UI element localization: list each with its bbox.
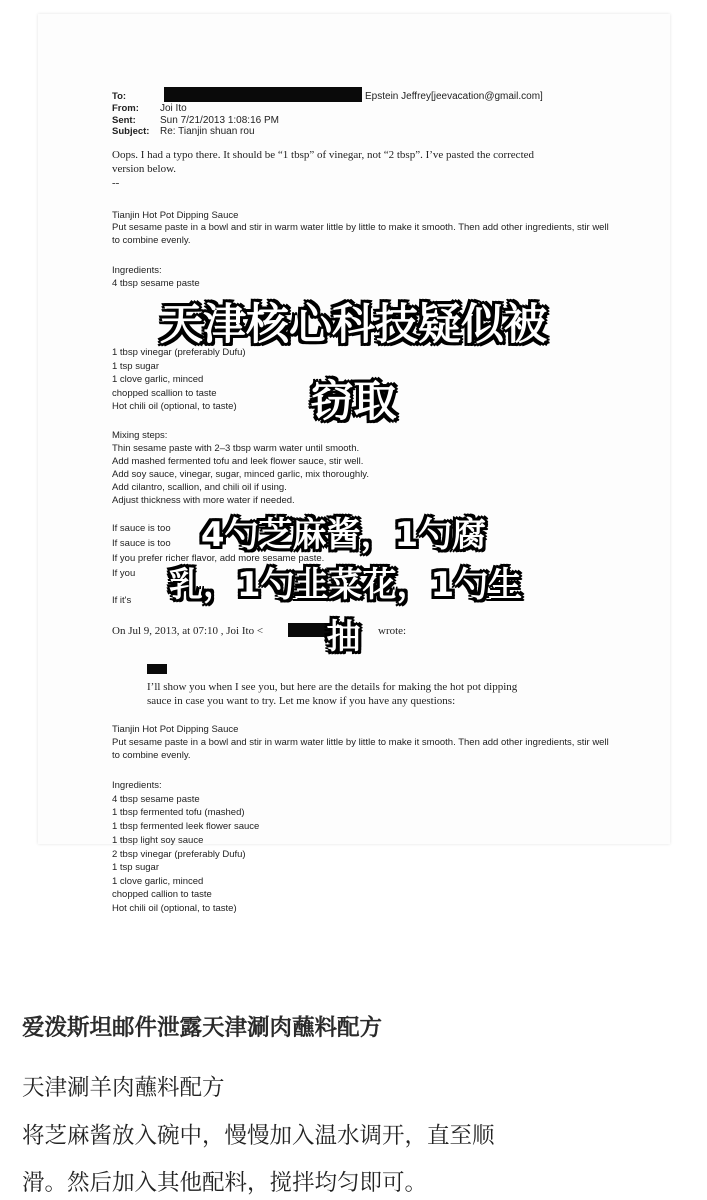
email-line: Adjust thickness with more water if needed.: [112, 495, 295, 506]
email-line: to combine evenly.: [112, 235, 191, 246]
email-line: 1 clove garlic, minced: [112, 876, 204, 887]
email-scan: [38, 14, 670, 844]
email-line: If it's: [112, 595, 132, 606]
overlay-caption-line-1: 4勺芝麻酱，1勺腐: [200, 515, 487, 555]
email-line: 1 tbsp fermented tofu (mashed): [112, 807, 245, 818]
email-header-sent: [112, 115, 279, 126]
email-line: Hot chili oil (optional, to taste): [112, 903, 237, 914]
email-header-to: [112, 91, 160, 102]
header-label: To:: [112, 91, 127, 102]
email-line: If you: [112, 568, 136, 579]
email-line: 1 tbsp vinegar (preferably Dufu): [112, 347, 246, 358]
email-line: 2 tbsp vinegar (preferably Dufu): [112, 849, 246, 860]
email-line: Hot chili oil (optional, to taste): [112, 401, 237, 412]
email-line: wrote:: [378, 625, 407, 637]
email-line: Put sesame paste in a bowl and stir in warm water little by little to make it smooth. Then add other ingredients, stir well: [112, 737, 609, 748]
header-value: Re: Tianjin shuan rou: [160, 126, 255, 137]
email-line: Add cilantro, scallion, and chili oil if using.: [112, 482, 287, 493]
email-line: chopped callion to taste: [112, 889, 212, 900]
header-value: Epstein Jeffrey[jeevacation@gmail.com]: [365, 91, 543, 102]
header-label: From:: [112, 103, 139, 114]
email-line: Mixing steps:: [112, 430, 168, 441]
email-line: If you prefer richer flavor, add more sesame paste.: [112, 553, 325, 564]
email-header-to-value: [365, 91, 543, 102]
email-line: chopped scallion to taste: [112, 388, 217, 399]
email-line: Tianjin Hot Pot Dipping Sauce: [112, 210, 239, 221]
email-line: --: [112, 177, 120, 189]
email-line: sauce in case you want to try. Let me know if you have any questions:: [147, 695, 456, 707]
email-line: Ingredients:: [112, 265, 162, 276]
email-line: I’ll show you when I see you, but here are the details for making the hot pot dipping: [147, 681, 518, 693]
email-line: Add soy sauce, vinegar, sugar, minced garlic, mix thoroughly.: [112, 469, 369, 480]
header-label: Subject:: [112, 126, 150, 137]
email-line: If sauce is too: [112, 538, 171, 549]
post-line: 滑。然后加入其他配料，搅拌均匀即可。: [22, 1170, 428, 1196]
email-line: On Jul 9, 2013, at 07:10 , Joi Ito <: [112, 625, 264, 637]
overlay-headline-line-2: 窃取: [310, 377, 397, 427]
overlay-caption-line-2: 乳，1勺韭菜花，1勺生: [168, 565, 523, 605]
email-line: 1 tsp sugar: [112, 862, 159, 873]
header-value: Joi Ito: [160, 103, 187, 114]
email-line: If sauce is too: [112, 523, 171, 534]
email-line: 1 tbsp light soy sauce: [112, 835, 204, 846]
header-value: Sun 7/21/2013 1:08:16 PM: [160, 115, 279, 126]
post-title: 爱泼斯坦邮件泄露天津涮肉蘸料配方: [22, 1015, 383, 1041]
email-header-subject: [112, 126, 255, 137]
email-line: 4 tbsp sesame paste: [112, 794, 200, 805]
email-line: 4 tbsp sesame paste: [112, 278, 200, 289]
redaction-bar: [147, 664, 167, 674]
email-line: 1 tbsp fermented leek flower sauce: [112, 821, 260, 832]
overlay-headline-line-1: 天津核心科技疑似被: [160, 300, 547, 350]
redaction-bar: [164, 87, 362, 102]
email-line: to combine evenly.: [112, 750, 191, 761]
header-label: Sent:: [112, 115, 136, 126]
email-line: version below.: [112, 163, 177, 175]
email-line: Thin sesame paste with 2–3 tbsp warm water until smooth.: [112, 443, 360, 454]
overlay-caption-line-3: 抽: [326, 617, 361, 657]
email-line: Ingredients:: [112, 780, 162, 791]
email-line: 1 tsp sugar: [112, 361, 159, 372]
email-line: Tianjin Hot Pot Dipping Sauce: [112, 724, 239, 735]
email-line: 1 clove garlic, minced: [112, 374, 204, 385]
email-header-from: [112, 103, 187, 114]
post-line: 天津涮羊肉蘸料配方: [22, 1075, 225, 1101]
email-line: Add mashed fermented tofu and leek flower sauce, stir well.: [112, 456, 364, 467]
email-line: Oops. I had a typo there. It should be “1 tbsp” of vinegar, not “2 tbsp”. I’ve pasted the corrected: [112, 149, 535, 161]
email-line: Put sesame paste in a bowl and stir in warm water little by little to make it smooth. Then add other ingredients, stir well: [112, 222, 609, 233]
post-line: 将芝麻酱放入碗中，慢慢加入温水调开，直至顺: [22, 1123, 495, 1149]
